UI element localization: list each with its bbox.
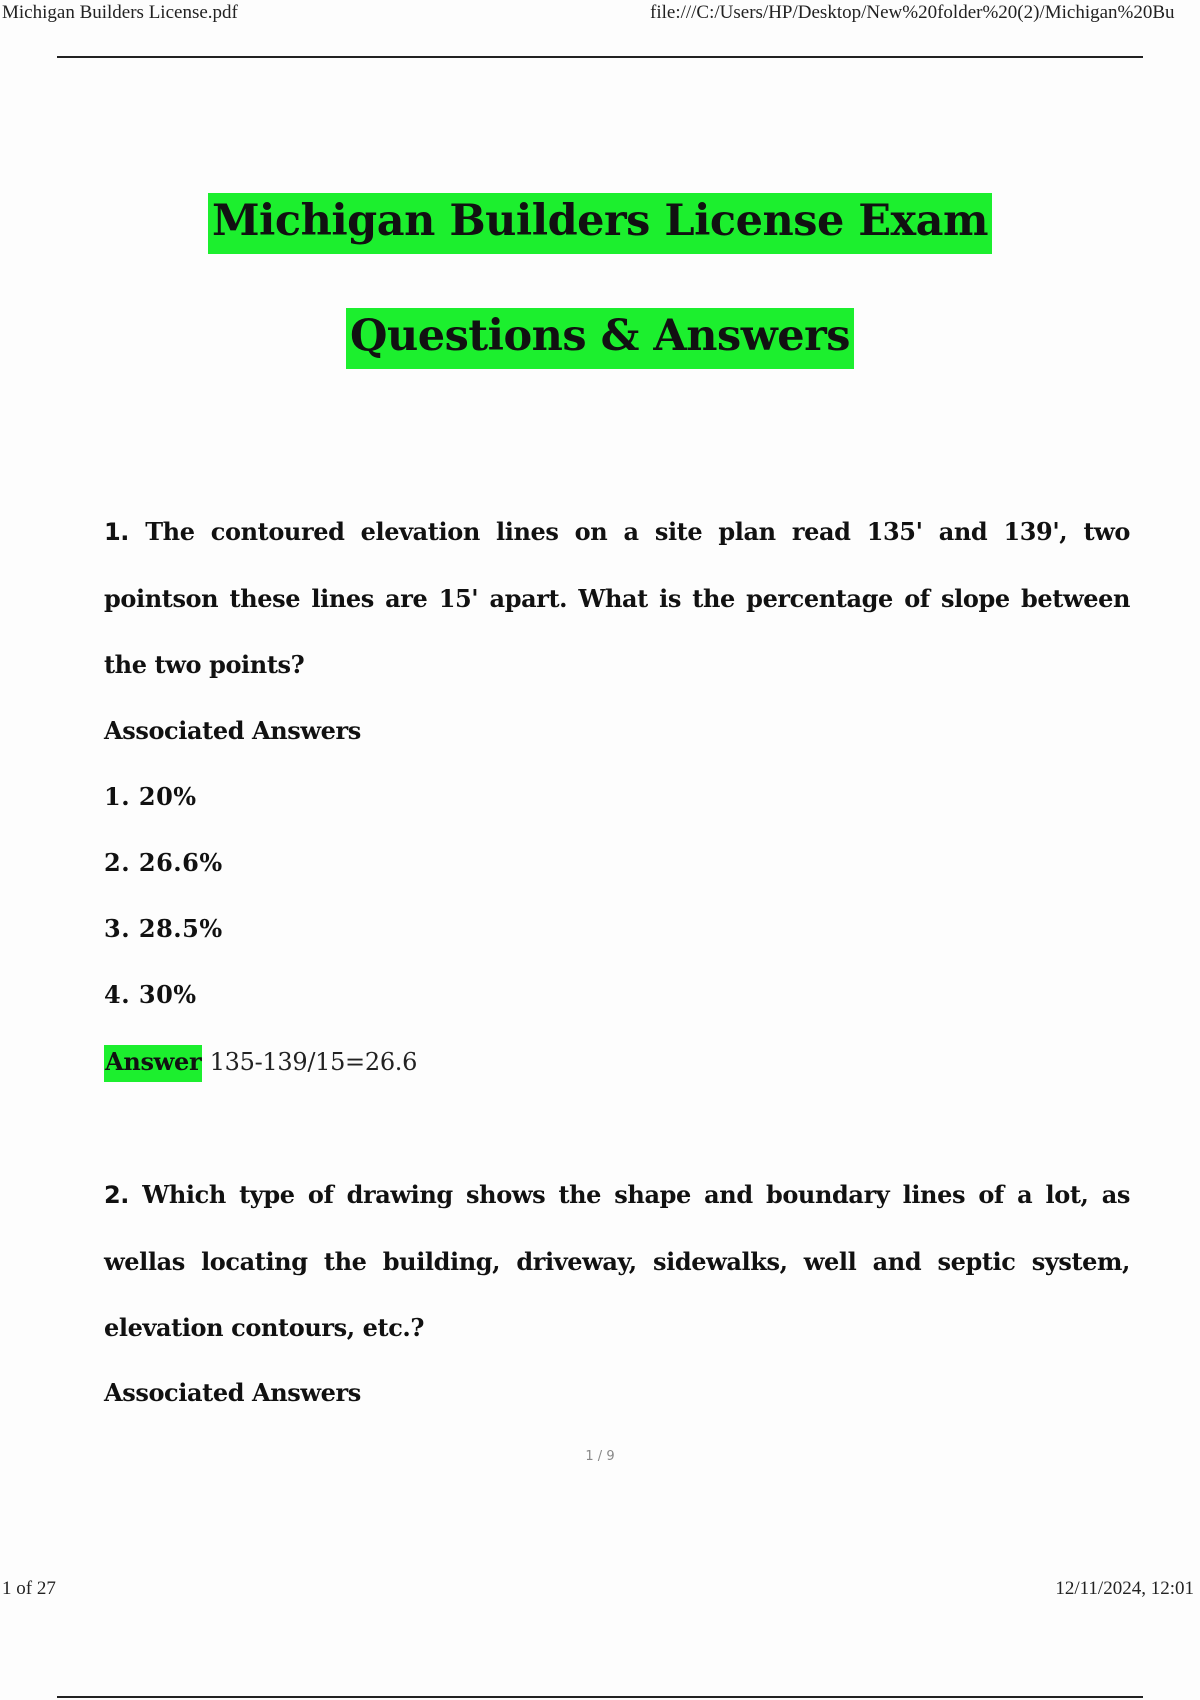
document-subtitle [0,311,1200,361]
question-1-associated-answers-label: Associated Answers [104,716,361,745]
page-indicator: 1 / 9 [585,1449,615,1464]
question-1-option-3: 3. 28.5% [104,914,223,943]
footer-divider [57,1696,1143,1698]
question-2-number: 2. [104,1181,130,1209]
question-1 [104,499,1130,699]
document-title-highlight: Michigan Builders License Exam [208,193,992,254]
question-1-option-4: 4. 30% [104,980,197,1009]
question-1-number: 1. [104,518,130,546]
answer-label-highlight: Answer [104,1045,202,1082]
header-divider [57,56,1143,58]
question-2-text: Which type of drawing shows the shape and boundary lines of a lot, as wellas locating the building, driveway, sidewalks, well and septic system, elevation contours, etc.? [104,1180,1130,1342]
document-title [0,196,1200,246]
print-header-file-url: file:///C:/Users/HP/Desktop/New%20folder%20(2)/Michigan%20Bu [650,2,1175,23]
answer-text: 135-139/15=26.6 [209,1048,418,1076]
question-1-answer [104,1047,417,1076]
question-2-associated-answers-label: Associated Answers [104,1378,361,1407]
document-subtitle-highlight: Questions & Answers [346,308,854,369]
print-header-document-title: Michigan Builders License.pdf [2,2,238,23]
print-footer-datetime: 12/11/2024, 12:01 [1055,1578,1194,1599]
question-1-option-2: 2. 26.6% [104,848,223,877]
question-1-option-1: 1. 20% [104,782,197,811]
question-1-text: The contoured elevation lines on a site plan read 135' and 139', two pointson these lines are 15' apart. What is the percentage of slope between the two points? [104,517,1130,679]
print-footer-page-count: 1 of 27 [2,1578,56,1599]
question-2 [104,1162,1130,1362]
